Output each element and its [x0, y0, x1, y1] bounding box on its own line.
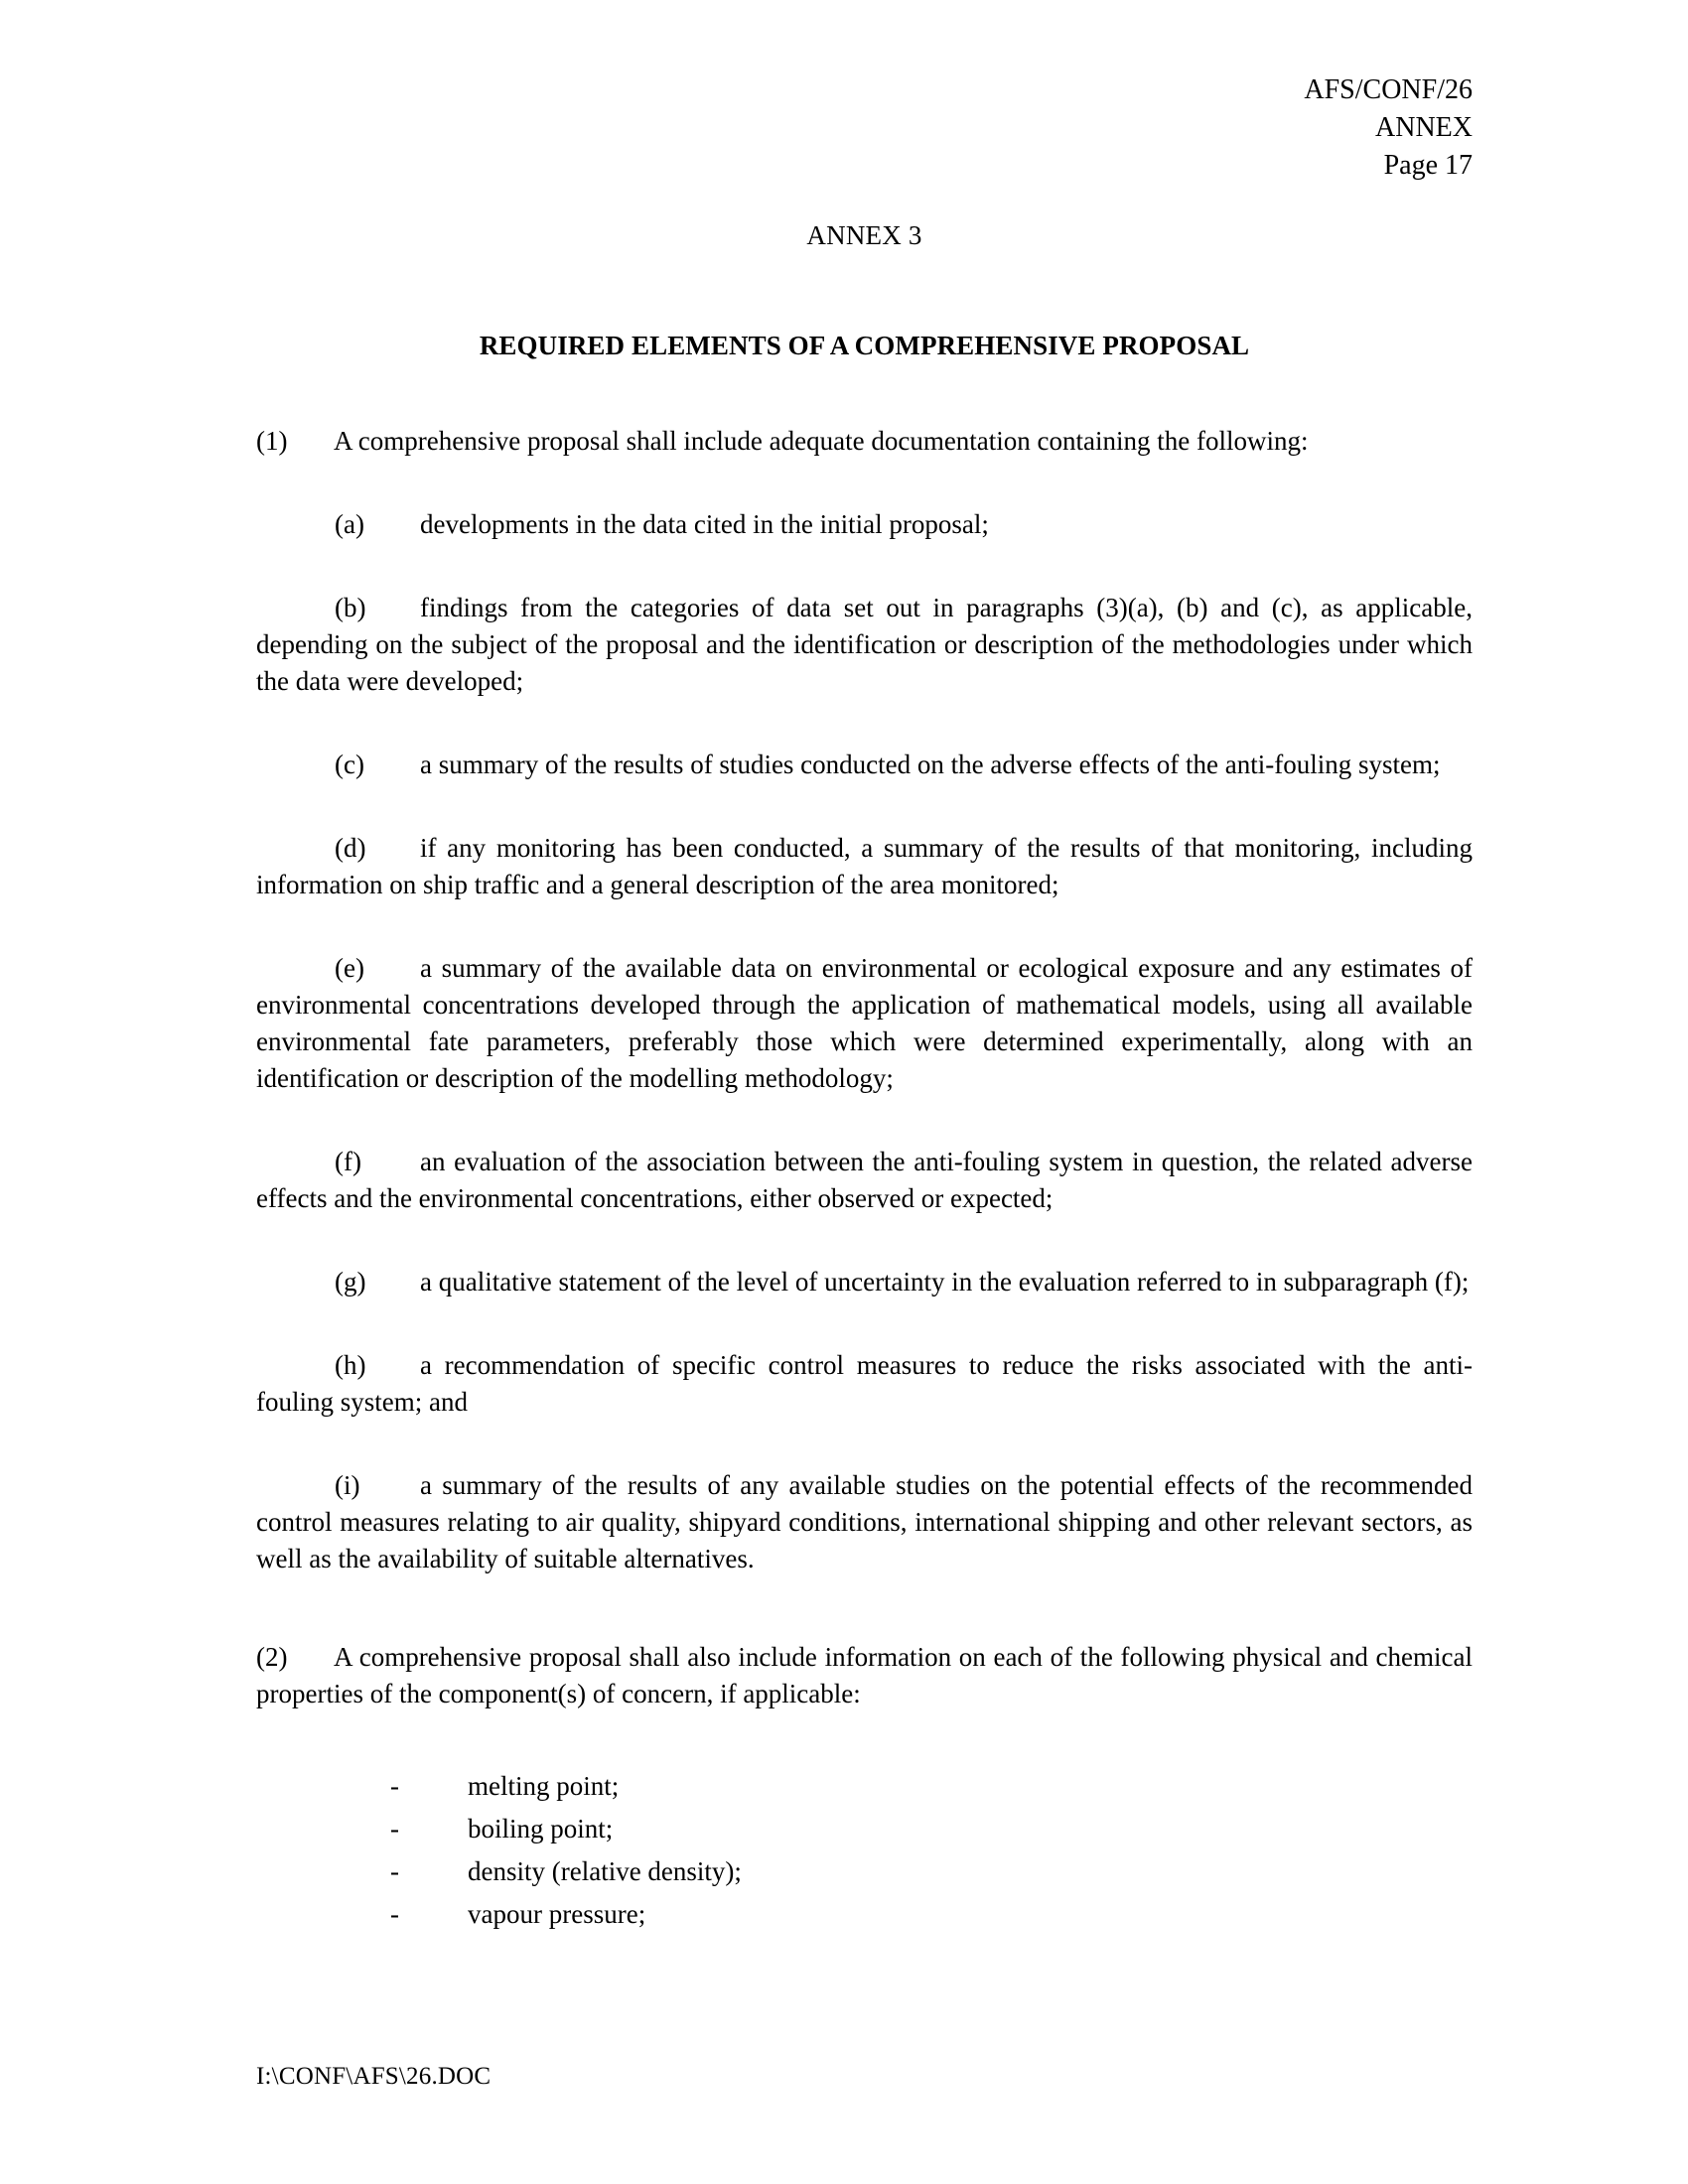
sub-item-c-text: a summary of the results of studies conducted on the adverse effects of the anti-fouling system;	[420, 750, 1441, 779]
list-item-label: density (relative density);	[468, 1856, 742, 1886]
annex-heading: ANNEX 3	[806, 220, 922, 250]
paragraph-1-number: (1)	[256, 426, 288, 456]
header-doc-symbol: AFS/CONF/26	[1304, 74, 1473, 105]
header-page-number: Page 17	[1383, 150, 1473, 181]
document-body	[256, 0, 1473, 1936]
sub-item-g	[256, 1264, 1473, 1300]
sub-item-i-text: a summary of the results of any available studies on the potential effects of the recommended control measures relating to air quality, shipyard conditions, international shipping and other relevant sectors, as well as the availability of suitable alternatives.	[256, 1470, 1473, 1573]
dash-marker-icon: -	[390, 1814, 399, 1843]
footer-file-path: I:\CONF\AFS\26.DOC	[256, 2063, 492, 2090]
header-annex-label: ANNEX	[1375, 112, 1473, 143]
paragraph-1	[256, 423, 1473, 460]
sub-item-a	[256, 506, 1473, 543]
paragraph-2-number: (2)	[256, 1642, 288, 1672]
dash-marker-icon: -	[390, 1771, 399, 1801]
property-list	[256, 1765, 1473, 1936]
sub-item-h-letter: (h)	[335, 1350, 366, 1380]
sub-item-e-letter: (e)	[335, 953, 364, 983]
sub-item-g-text: a qualitative statement of the level of uncertainty in the evaluation referred to in subparagraph (f);	[420, 1267, 1470, 1297]
list-item	[256, 1808, 1473, 1850]
sub-item-a-letter: (a)	[335, 509, 364, 539]
list-item	[256, 1893, 1473, 1936]
sub-item-e-text: a summary of the available data on environmental or ecological exposure and any estimates of environmental concentrations developed through the application of mathematical models, using all available environmental fate parameters, preferably those which were determined experimentally, along with an identification or description of the modelling methodology;	[256, 953, 1473, 1093]
sub-item-b	[256, 590, 1473, 700]
list-item	[256, 1850, 1473, 1893]
sub-item-h	[256, 1347, 1473, 1421]
sub-item-i	[256, 1467, 1473, 1577]
list-item	[256, 1765, 1473, 1808]
dash-marker-icon: -	[390, 1899, 399, 1929]
list-item-label: boiling point;	[468, 1814, 614, 1843]
sub-item-c-letter: (c)	[335, 750, 364, 779]
sub-item-b-text: findings from the categories of data set out in paragraphs (3)(a), (b) and (c), as applicable, depending on the subject of the proposal and the identification or description of the methodologies under which the data were developed;	[256, 593, 1473, 696]
sub-item-f-text: an evaluation of the association between the anti-fouling system in question, the related adverse effects and the environmental concentrations, either observed or expected;	[256, 1147, 1473, 1213]
sub-item-d-letter: (d)	[335, 833, 366, 863]
paragraph-1-text: A comprehensive proposal shall include adequate documentation containing the following:	[334, 426, 1309, 456]
dash-marker-icon: -	[390, 1856, 399, 1886]
sub-item-i-letter: (i)	[335, 1470, 360, 1500]
paragraph-2-text: A comprehensive proposal shall also include information on each of the following physical and chemical properties of the component(s) of concern, if applicable:	[256, 1642, 1473, 1708]
sub-item-e	[256, 950, 1473, 1097]
list-item-label: vapour pressure;	[468, 1899, 646, 1929]
sub-item-d	[256, 830, 1473, 903]
list-item-label: melting point;	[468, 1771, 620, 1801]
page-title: REQUIRED ELEMENTS OF A COMPREHENSIVE PROPOSAL	[479, 331, 1250, 360]
sub-item-c	[256, 747, 1473, 783]
sub-item-b-letter: (b)	[335, 593, 366, 622]
paragraph-2	[256, 1639, 1473, 1712]
sub-item-a-text: developments in the data cited in the initial proposal;	[420, 509, 989, 539]
sub-item-f-letter: (f)	[335, 1147, 361, 1176]
sub-item-g-letter: (g)	[335, 1267, 366, 1297]
sub-item-h-text: a recommendation of specific control measures to reduce the risks associated with the anti-fouling system; and	[256, 1350, 1473, 1417]
sub-item-d-text: if any monitoring has been conducted, a summary of the results of that monitoring, including information on ship traffic and a general description of the area monitored;	[256, 833, 1473, 899]
sub-item-f	[256, 1144, 1473, 1217]
